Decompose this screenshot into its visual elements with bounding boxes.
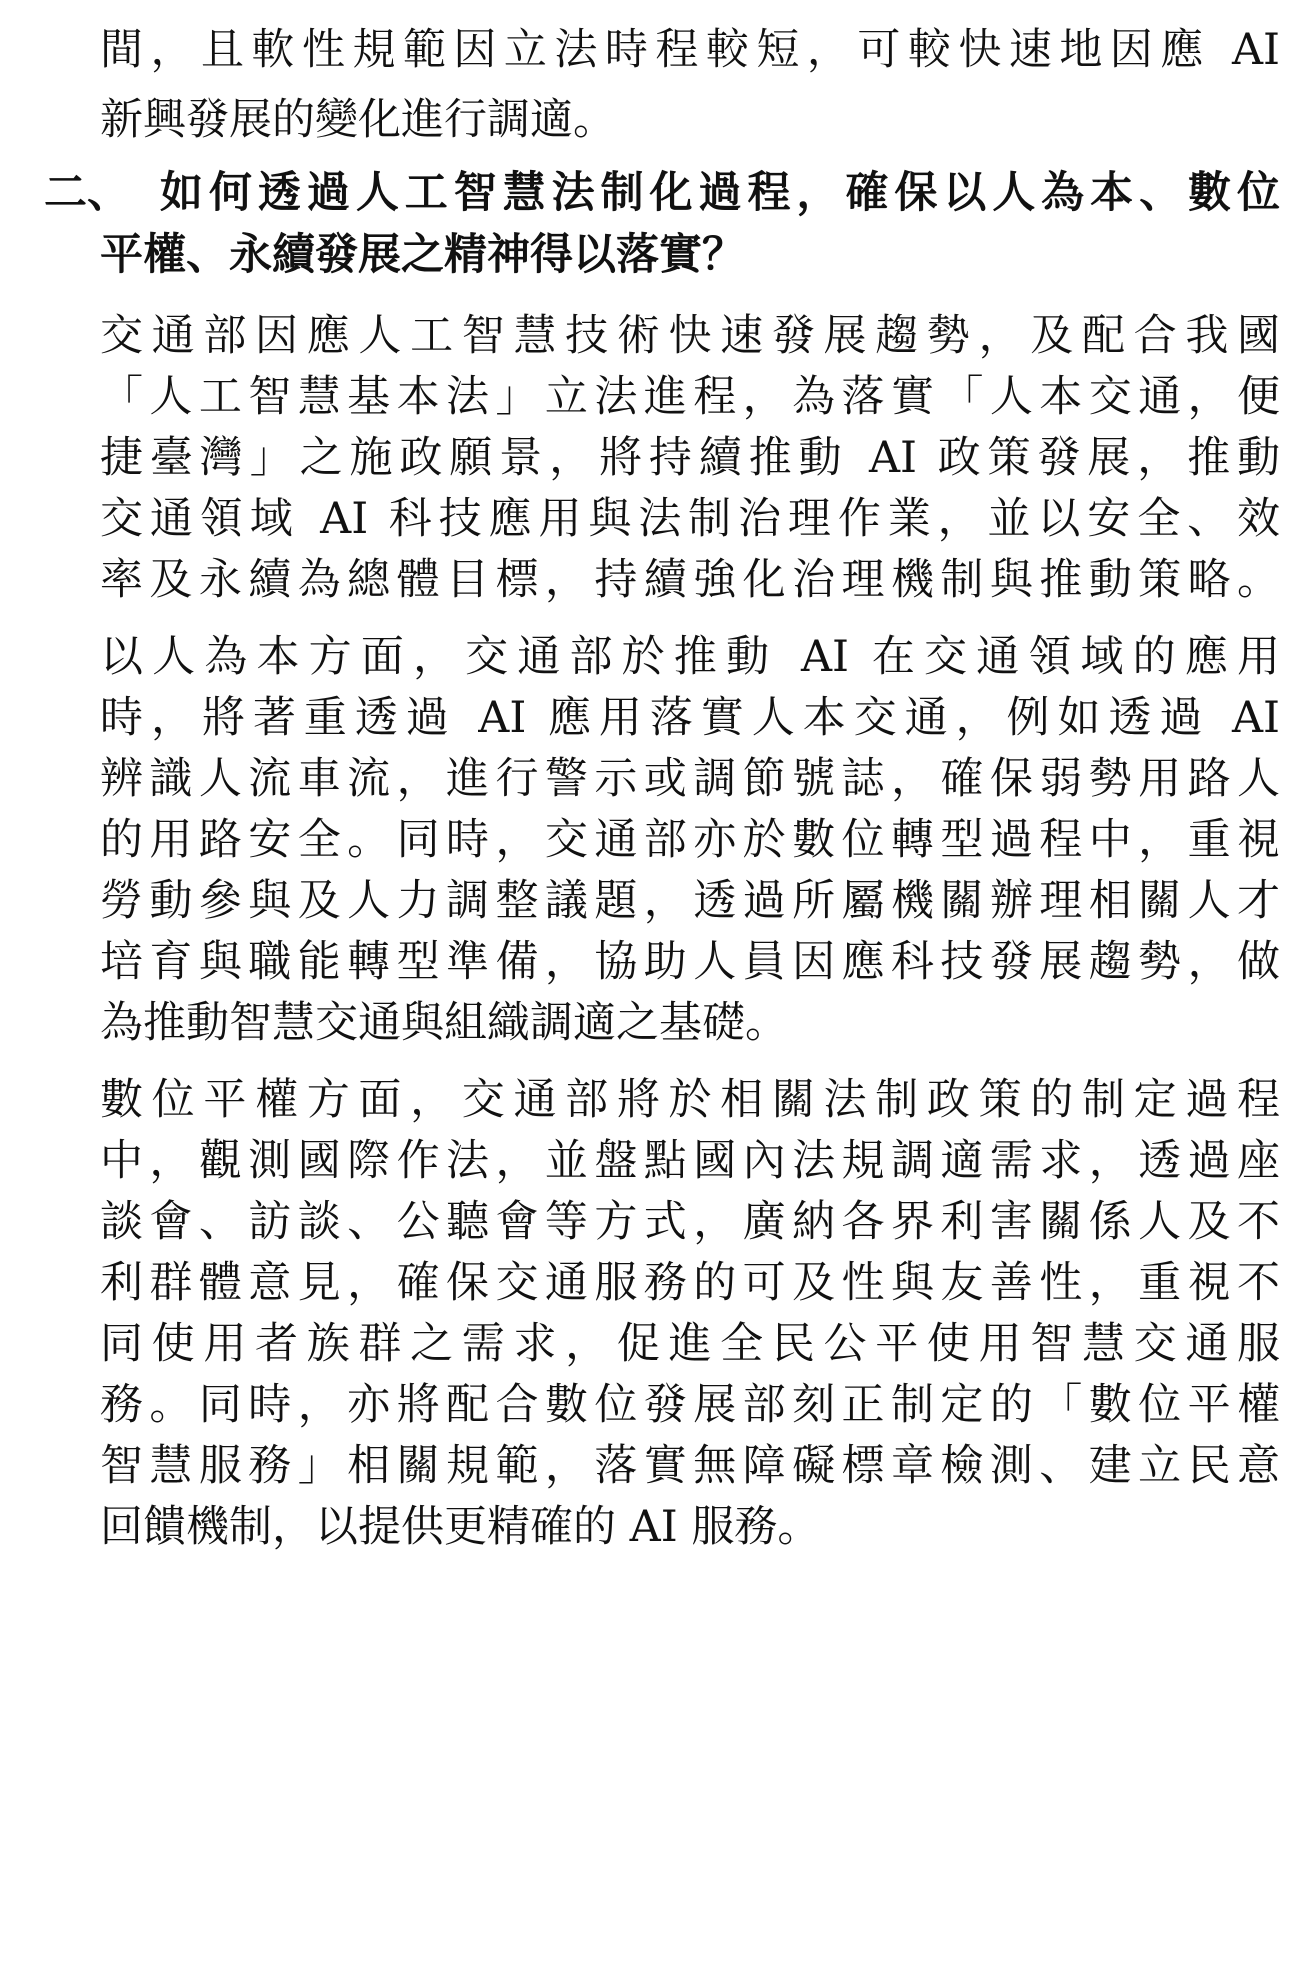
paragraph-2-line-6: 培育與職能轉型準備，協助人員因應科技發展趨勢，做 xyxy=(100,937,1280,987)
question-line-1: 如何透過人工智慧法制化過程，確保以人為本、數位 xyxy=(160,168,1280,218)
paragraph-3-line-6: 務。同時，亦將配合數位發展部刻正制定的「數位平權 xyxy=(100,1380,1280,1430)
paragraph-1-line-2: 「人工智慧基本法」立法進程，為落實「人本交通，便 xyxy=(100,372,1280,422)
paragraph-3-line-8: 回饋機制，以提供更精確的 AI 服務。 xyxy=(100,1502,821,1552)
paragraph-1-line-1: 交通部因應人工智慧技術快速發展趨勢，及配合我國 xyxy=(100,311,1280,361)
paragraph-2-line-5: 勞動參與及人力調整議題，透過所屬機關辦理相關人才 xyxy=(100,876,1280,926)
paragraph-2-line-1: 以人為本方面，交通部於推動 AI 在交通領域的應用 xyxy=(100,632,1280,682)
paragraph-1-line-4: 交通領域 AI 科技應用與法制治理作業，並以安全、效 xyxy=(100,494,1280,544)
paragraph-2-line-3: 辨識人流車流，進行警示或調節號誌，確保弱勢用路人 xyxy=(100,754,1280,804)
question-line-2: 平權、永續發展之精神得以落實？ xyxy=(100,230,745,280)
paragraph-3-line-4: 利群體意見，確保交通服務的可及性與友善性，重視不 xyxy=(100,1258,1280,1308)
paragraph-3-line-3: 談會、訪談、公聽會等方式，廣納各界利害關係人及不 xyxy=(100,1197,1280,1247)
continuation-line-1: 間，且軟性規範因立法時程較短，可較快速地因應 AI xyxy=(100,25,1280,75)
paragraph-2-line-7: 為推動智慧交通與組織調適之基礎。 xyxy=(100,998,788,1048)
paragraph-2-line-2: 時，將著重透過 AI 應用落實人本交通，例如透過 AI xyxy=(100,693,1280,743)
paragraph-3-line-7: 智慧服務」相關規範，落實無障礙標章檢測、建立民意 xyxy=(100,1441,1280,1491)
paragraph-3-line-1: 數位平權方面，交通部將於相關法制政策的制定過程 xyxy=(100,1075,1280,1125)
paragraph-3-line-2: 中，觀測國際作法，並盤點國內法規調適需求，透過座 xyxy=(100,1136,1280,1186)
paragraph-2-line-4: 的用路安全。同時，交通部亦於數位轉型過程中，重視 xyxy=(100,815,1280,865)
paragraph-3-line-5: 同使用者族群之需求，促進全民公平使用智慧交通服 xyxy=(100,1319,1280,1369)
paragraph-1-line-3: 捷臺灣」之施政願景，將持續推動 AI 政策發展，推動 xyxy=(100,433,1280,483)
paragraph-1-line-5: 率及永續為總體目標，持續強化治理機制與推動策略。 xyxy=(100,555,1280,605)
continuation-line-2: 新興發展的變化進行調適。 xyxy=(100,95,616,145)
question-marker: 二、 xyxy=(44,168,130,218)
